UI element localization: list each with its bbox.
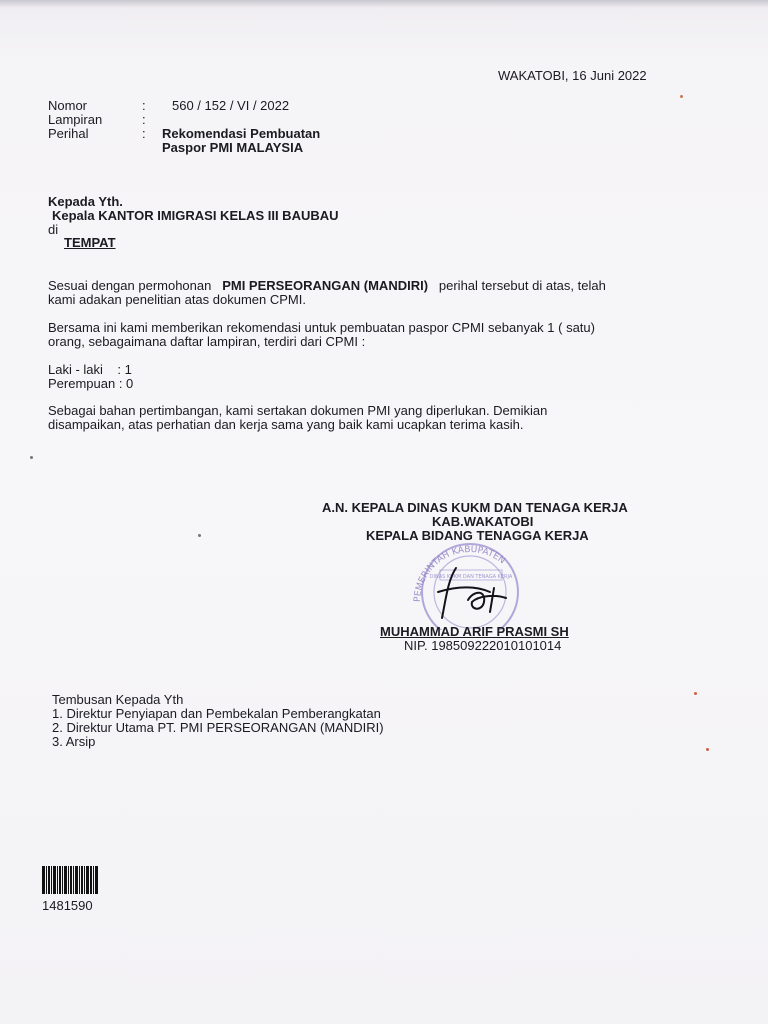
addressee-recipient: Kepala KANTOR IMIGRASI KELAS III BAUBAU	[52, 208, 339, 223]
signature-line-2: KAB.WAKATOBI	[432, 514, 534, 529]
signature-line-1: A.N. KEPALA DINAS KUKM DAN TENAGA KERJA	[322, 500, 628, 515]
meta-label-nomor: Nomor	[48, 98, 88, 113]
signature-line-3: KEPALA BIDANG TENAGGA KERJA	[366, 528, 589, 543]
meta-label-perihal: Perihal	[48, 126, 89, 141]
paragraph-1-bold: PMI PERSEORANGAN (MANDIRI)	[222, 278, 429, 293]
scan-speck	[680, 95, 683, 98]
paragraph-1-text-after: perihal tersebut di atas, telah	[438, 278, 606, 293]
count-male: Laki - laki : 1	[48, 362, 132, 377]
scan-shadow	[0, 0, 768, 8]
cc-title: Tembusan Kepada Yth	[52, 692, 184, 707]
paragraph-1-text: Sesuai dengan permohonan	[48, 278, 212, 293]
signer-nip: NIP. 198509222010101014	[404, 638, 562, 653]
place-date: WAKATOBI, 16 Juni 2022	[498, 68, 647, 83]
stamp-inner-text: DINAS KUKM DAN TENAGA KERJA	[429, 574, 513, 580]
paragraph-1-line-1	[48, 278, 606, 293]
scan-speck	[706, 748, 709, 751]
addressee-greeting: Kepada Yth.	[48, 194, 123, 209]
barcode-number: 1481590	[42, 898, 93, 913]
signer-name: MUHAMMAD ARIF PRASMI SH	[380, 624, 569, 639]
meta-value-nomor: 560 / 152 / VI / 2022	[172, 98, 290, 113]
scan-speck	[30, 456, 33, 459]
paragraph-3-line-1: Sebagai bahan pertimbangan, kami sertakan dokumen PMI yang diperlukan. Demikian	[48, 403, 548, 418]
meta-colon: :	[142, 98, 146, 113]
cc-item-2: 2. Direktur Utama PT. PMI PERSEORANGAN (MANDIRI)	[52, 720, 384, 735]
cc-item-3: 3. Arsip	[52, 734, 96, 749]
meta-colon: :	[142, 112, 146, 127]
paragraph-2-line-1: Bersama ini kami memberikan rekomendasi untuk pembuatan paspor CPMI sebanyak 1 ( satu)	[48, 320, 595, 335]
count-female: Perempuan : 0	[48, 376, 134, 391]
stamp-arc-text: PEMERINTAH KABUPATEN	[412, 544, 507, 603]
paragraph-3-line-2: disampaikan, atas perhatian dan kerja sama yang baik kami ucapkan terima kasih.	[48, 417, 524, 432]
meta-value-perihal: Rekomendasi Pembuatan	[162, 126, 321, 141]
addressee-di: di	[48, 222, 59, 237]
official-stamp	[398, 540, 538, 630]
barcode	[42, 866, 104, 894]
meta-label-lampiran: Lampiran	[48, 112, 103, 127]
scan-speck	[198, 534, 201, 537]
meta-colon: :	[142, 126, 146, 141]
scan-speck	[694, 692, 697, 695]
meta-value-perihal-2: Paspor PMI MALAYSIA	[162, 140, 304, 155]
paragraph-1-line-2: kami adakan penelitian atas dokumen CPMI.	[48, 292, 306, 307]
addressee-place: TEMPAT	[64, 235, 116, 250]
cc-item-1: 1. Direktur Penyiapan dan Pembekalan Pemberangkatan	[52, 706, 381, 721]
paragraph-2-line-2: orang, sebagaimana daftar lampiran, terdiri dari CPMI :	[48, 334, 366, 349]
